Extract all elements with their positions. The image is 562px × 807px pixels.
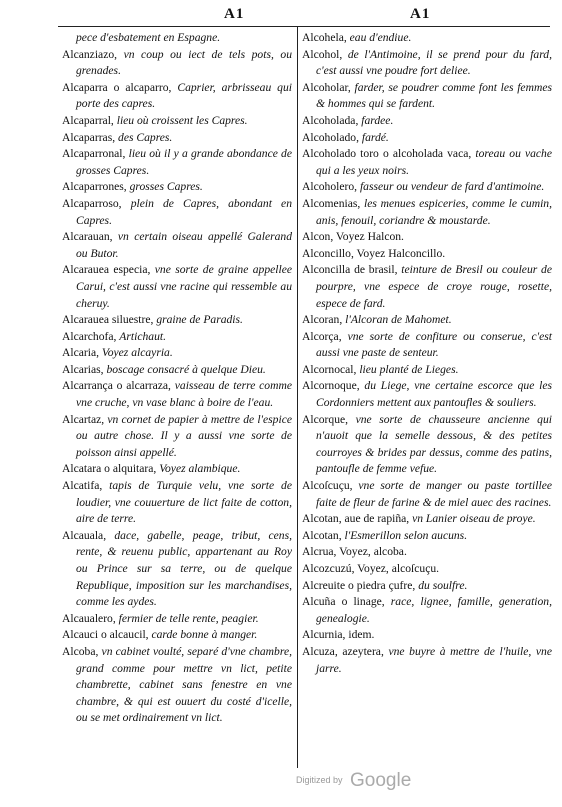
- entry-headword: Alcatara o alquitara,: [62, 462, 160, 476]
- dictionary-entry: [302, 478, 552, 511]
- entry-definition: grosses Capres.: [129, 180, 203, 194]
- entry-headword: Alcoholar,: [302, 80, 355, 94]
- dictionary-entry: [302, 561, 552, 578]
- dictionary-entry: [302, 146, 552, 179]
- running-header-left: A1: [224, 6, 245, 22]
- entry-definition: eau d'endiue.: [349, 31, 412, 44]
- dictionary-entry: [62, 478, 292, 528]
- entry-headword: Alcaria,: [62, 346, 102, 360]
- dictionary-entry: [62, 229, 292, 262]
- entry-headword: Alcarauea especia,: [62, 263, 155, 277]
- entry-headword: Alcaparronal,: [62, 147, 129, 161]
- entry-definition: pece d'esbatement en Espagne.: [76, 31, 221, 44]
- entry-definition: des Capres.: [118, 130, 173, 144]
- entry-headword: Alcomenias,: [302, 196, 365, 210]
- dictionary-entry: [302, 262, 552, 312]
- entry-headword: Alcarauea siluestre,: [62, 313, 157, 327]
- dictionary-entry: [62, 644, 292, 727]
- entry-headword: Alcozcuzú, Voyez, alcoſcuçu.: [302, 562, 440, 575]
- entry-definition: tapis de Turquie velu, vne sorte de loudier, vne couuerture de lict faite de cotton, aire de terre.: [76, 479, 292, 526]
- entry-definition: plein de Capres, abondant en Capres.: [76, 196, 292, 227]
- digitized-footer: [296, 770, 426, 792]
- dictionary-entry: [62, 179, 292, 196]
- entry-definition: vn coup ou iect de tels pots, ou grenades.: [76, 47, 292, 78]
- entry-headword: Alconcilla de brasil,: [302, 263, 402, 277]
- column-divider: [297, 26, 298, 768]
- dictionary-entry: [302, 30, 552, 47]
- dictionary-entry: [62, 412, 292, 462]
- dictionary-entry: [62, 30, 292, 47]
- entry-headword: Alcartaz,: [62, 412, 108, 426]
- entry-definition: toreau ou vache qui a les yeux noirs.: [316, 147, 552, 177]
- entry-headword: Alcarias,: [62, 362, 107, 376]
- dictionary-entry: [302, 312, 552, 329]
- entry-headword: Alcoholado,: [302, 130, 362, 144]
- dictionary-entry: [62, 528, 292, 611]
- entry-headword: Alcoholada,: [302, 113, 362, 127]
- entry-headword: Alcornocal,: [302, 362, 360, 376]
- entry-definition: fardé.: [361, 130, 389, 144]
- entry-headword: Alconcillo, Voyez Halconcillo.: [302, 246, 446, 260]
- digitized-label: Digitized by: [296, 775, 343, 785]
- entry-definition: graine de Paradis.: [156, 313, 243, 327]
- dictionary-entry: [302, 528, 552, 545]
- dictionary-entry: [62, 345, 292, 362]
- dictionary-entry: [302, 179, 552, 196]
- dictionary-entry: [302, 644, 552, 677]
- google-logo: Google: [350, 770, 412, 791]
- dictionary-entry: [302, 130, 552, 147]
- dictionary-entry: [62, 47, 292, 80]
- dictionary-entry: [302, 511, 552, 528]
- entry-headword: Alcorça,: [302, 329, 348, 343]
- entry-definition: fermier de telle rente, peagier.: [118, 611, 259, 625]
- dictionary-entry: [62, 611, 292, 628]
- entry-definition: lieu planté de Lieges.: [359, 362, 459, 376]
- left-column: [62, 30, 292, 727]
- dictionary-entry: [302, 196, 552, 229]
- entry-headword: Alcuña o linage,: [302, 595, 391, 609]
- entry-definition: vne sorte de confiture ou conserue, c'est aussi vne paste de senteur.: [316, 329, 552, 360]
- entry-definition: dace, gabelle, peage, tribut, cens, rente, & reuenu public, appartenant au Roy ou Prince sur sa terre, ou de quelque Republique, imposition sur les marchandises, comme les aydes.: [76, 528, 292, 609]
- entry-headword: Alcornoque,: [302, 379, 365, 393]
- entry-headword: Alcohol,: [302, 47, 348, 61]
- dictionary-entry: [302, 47, 552, 80]
- entry-headword: Alcurnia, idem.: [302, 628, 375, 642]
- entry-headword: Alcoran,: [302, 313, 346, 327]
- entry-headword: Alcaparra o alcaparro,: [62, 80, 178, 94]
- entry-definition: du soulfre.: [418, 578, 468, 592]
- entry-definition: du Liege, vne certaine escorce que les Cordonniers mettent aux pantoufles & souliers.: [316, 379, 553, 410]
- entry-definition: vne sorte de chausseure ancienne qui n'auoit que la semelle dessous, & des petites courroyes & brides par dessus, comme des patins, pantoufle de femme vefue.: [316, 412, 552, 476]
- entry-headword: Alcon, Voyez Halcon.: [302, 230, 404, 244]
- dictionary-entry: [302, 627, 552, 644]
- entry-headword: Alcoſcuçu,: [302, 479, 359, 493]
- entry-definition: les menues espiceries, comme le cumin, anis, fenouil, coriandre & moustarde.: [316, 196, 552, 227]
- entry-definition: vne buyre à mettre de l'huile, vne jarre.: [316, 644, 553, 675]
- entry-headword: Alcauci o alcaucil,: [62, 628, 152, 642]
- entry-headword: Alcarauan,: [62, 230, 118, 244]
- entry-headword: Alcoholado toro o alcoholada vaca,: [302, 147, 476, 161]
- entry-definition: vne sorte de manger ou paste tortillee faite de fleur de farine & de miel auec des racines.: [316, 479, 552, 509]
- entry-definition: vn Lanier oiseau de proye.: [412, 512, 536, 526]
- entry-definition: Voyez alambique.: [159, 462, 241, 476]
- entry-definition: fasseur ou vendeur de fard d'antimoine.: [359, 180, 545, 194]
- entry-definition: Caprier, arbrisseau qui porte des capres.: [76, 80, 292, 111]
- entry-headword: Alcarrança o alcarraza,: [62, 379, 175, 393]
- entry-definition: vn certain oiseau appellé Galerand ou Butor.: [76, 230, 292, 260]
- dictionary-entry: [62, 113, 292, 130]
- dictionary-entry: [62, 329, 292, 346]
- entry-definition: fardee.: [361, 113, 394, 127]
- dictionary-entry: [302, 594, 552, 627]
- dictionary-entry: [302, 229, 552, 246]
- entry-definition: vn cornet de papier à mettre de l'espice ou autre chose. Il y a aussi vne sorte de poisson ainsi appellé.: [76, 412, 292, 459]
- entry-headword: Alcarchofa,: [62, 329, 120, 343]
- entry-definition: l'Esmerillon selon aucuns.: [344, 528, 468, 542]
- entry-definition: race, lignee, famille, generation, genealogie.: [316, 595, 552, 625]
- entry-definition: teinture de Bresil ou couleur de pourpre, vne espece de croye rouge, rosette, espece de fard.: [316, 263, 552, 310]
- dictionary-entry: [62, 312, 292, 329]
- entry-definition: l'Alcoran de Mahomet.: [345, 313, 452, 327]
- entry-headword: Alcaparrones,: [62, 180, 130, 194]
- entry-definition: vn cabinet voulté, separé d'vne chambre, grand comme pour mettre vn lict, petite chambrette, cabinet sans fenestre en vne chambre, & qui est ouuert du costé d'icelle, ou se met ordinairement vn lict.: [76, 644, 292, 725]
- entry-definition: carde bonne à manger.: [151, 628, 258, 642]
- entry-definition: lieu où croissent les Capres.: [116, 113, 248, 127]
- header-rule: [58, 26, 550, 27]
- entry-headword: Alcoholero,: [302, 180, 360, 194]
- entry-definition: lieu où il y a grande abondance de grosses Capres.: [76, 147, 292, 177]
- entry-definition: Voyez alcayria.: [101, 346, 173, 360]
- entry-headword: Alcoba,: [62, 644, 102, 658]
- dictionary-entry: [62, 196, 292, 229]
- dictionary-entry: [62, 262, 292, 312]
- dictionary-entry: [62, 146, 292, 179]
- dictionary-entry: [62, 362, 292, 379]
- dictionary-entry: [302, 412, 552, 478]
- entry-headword: Alcrua, Voyez, alcoba.: [302, 545, 407, 559]
- dictionary-entry: [62, 80, 292, 113]
- entry-headword: Alcorque,: [302, 412, 356, 426]
- dictionary-entry: [62, 378, 292, 411]
- dictionary-entry: [302, 113, 552, 130]
- dictionary-entry: [302, 378, 552, 411]
- dictionary-entry: [62, 130, 292, 147]
- entry-headword: Alcreuite o piedra çufre,: [302, 578, 419, 592]
- entry-definition: de l'Antimoine, il se prend pour du fard, c'est aussi vne poudre fort deliee.: [316, 47, 552, 78]
- entry-headword: Alcaparras,: [62, 130, 119, 144]
- dictionary-entry: [62, 461, 292, 478]
- entry-headword: Alcohela,: [302, 31, 350, 44]
- dictionary-entry: [302, 362, 552, 379]
- dictionary-entry: [302, 329, 552, 362]
- dictionary-entry: [302, 578, 552, 595]
- entry-headword: Alcuza, azeytera,: [302, 644, 389, 658]
- entry-headword: Alcauala,: [62, 528, 115, 542]
- entry-definition: vaisseau de terre comme vne cruche, vn vase blanc à boire de l'eau.: [76, 379, 292, 410]
- dictionary-entry: [62, 627, 292, 644]
- entry-headword: Alcaualero,: [62, 611, 119, 625]
- dictionary-entry: [302, 246, 552, 263]
- entry-headword: Alcanziazo,: [62, 47, 124, 61]
- entry-headword: Alcotan, aue de rapiña,: [302, 512, 413, 526]
- entry-definition: farder, se poudrer comme font les femmes & hommes qui se fardent.: [316, 80, 552, 111]
- entry-definition: boscage consacré à quelque Dieu.: [106, 362, 266, 376]
- entry-headword: Alcotan,: [302, 528, 345, 542]
- entry-definition: vne sorte de graine appellee Carui, c'est aussi vne racine qui ressemble au cheruy.: [76, 263, 292, 310]
- running-header-right: A1: [410, 6, 431, 22]
- entry-definition: Artichaut.: [119, 329, 166, 343]
- right-column: [302, 30, 552, 677]
- entry-headword: Alcatifa,: [62, 479, 110, 493]
- entry-headword: Alcaparroso,: [62, 196, 131, 210]
- dictionary-entry: [302, 80, 552, 113]
- dictionary-entry: [302, 544, 552, 561]
- entry-headword: Alcaparral,: [62, 113, 117, 127]
